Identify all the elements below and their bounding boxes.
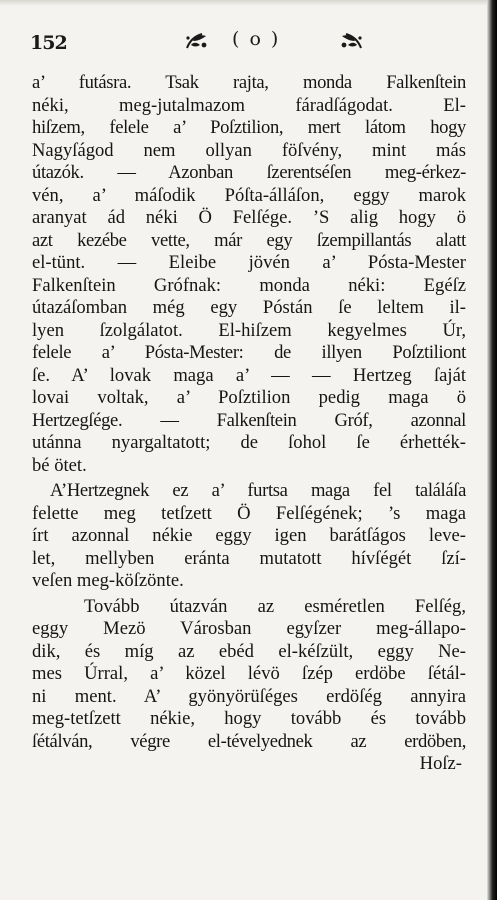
text-line: ni ment. A’ gyönyörüſéges erdöſég annyira xyxy=(32,685,466,707)
text-line: lovai voltak, a’ Poſztilion pedig maga ö xyxy=(32,387,466,408)
text-line: meg-tetſzett nékie, hogy tovább és tovább xyxy=(32,708,466,729)
text-line: Falkenſtein Grófnak: monda néki: Egéſz xyxy=(32,274,466,296)
text-line: felette meg tetſzett Ö Felſégének; ’s maga xyxy=(32,502,466,524)
text-line: bé ötet. xyxy=(32,454,87,476)
text-line: el-tünt. — Eleibe jövén a’ Pósta-Mester xyxy=(32,252,466,273)
text-line: azt kezébe vette, már egy ſzempillantás alatt xyxy=(32,229,466,251)
page-header xyxy=(30,28,460,58)
signature-mark: ( o ) xyxy=(232,28,281,50)
floral-ornament-icon xyxy=(338,30,364,52)
text-line: lyen ſzolgálatot. El-hiſzem kegyelmes Úr, xyxy=(32,319,466,341)
text-line: mes Úrral, a’ közel lévö ſzép erdöbe ſétál- xyxy=(32,663,466,684)
text-line: írt azonnal nékie eggy igen barátſágos leve- xyxy=(32,525,466,546)
text-line: aranyat ád néki Ö Felſége. ’S alig hogy ö xyxy=(32,207,466,228)
text-line: néki, meg-jutalmazom fáradſágodat. El- xyxy=(32,94,466,116)
text-line: ſe. A’ lovak maga a’ — — Hertzeg ſaját xyxy=(32,364,466,386)
body-text xyxy=(32,72,466,776)
text-line: útazók. — Azonban ſzerentséſen meg-érkez- xyxy=(32,162,466,183)
page-edge-shadow xyxy=(487,0,497,900)
page-number: 152 xyxy=(30,32,67,54)
text-line: Hertzegſége. — Falkenſtein Gróf, azonnal xyxy=(32,409,466,431)
text-line: A’Hertzegnek ez a’ furtsa maga fel találáſa xyxy=(50,480,466,501)
page-top-shadow xyxy=(0,0,497,6)
text-line: veſen meg-köſzönte. xyxy=(32,570,184,591)
catchword: Hoſz- xyxy=(419,753,462,774)
text-line: eggy Mezö Városban egyſzer meg-állapo- xyxy=(32,618,466,639)
text-line: útazáſomban még egy Póstán ſe leltem il- xyxy=(32,297,466,318)
text-line: Tovább útazván az esméretlen Felſég, xyxy=(84,595,466,617)
text-line: hiſzem, felele a’ Poſztilion, mert látom hogy xyxy=(32,117,466,138)
text-line: felele a’ Pósta-Mester: de illyen Poſztiliont xyxy=(32,342,466,363)
text-line: utánna nyargaltatott; de ſohol ſe érhették- xyxy=(32,432,466,453)
text-line: ſétálván, végre el-tévelyednek az erdöben, xyxy=(32,730,466,752)
header-ornament-group xyxy=(182,28,372,58)
text-line: dik, és míg az ebéd el-kéſzült, eggy Ne- xyxy=(32,640,466,662)
floral-ornament-icon xyxy=(184,30,210,52)
text-line: Nagyſágod nem ollyan föſvény, mint más xyxy=(32,139,466,161)
text-line: let, mellyben eránta mutatott hívſégét ſzí- xyxy=(32,547,466,569)
text-line: vén, a’ máſodik Póſta-álláſon, eggy marok xyxy=(32,184,466,206)
text-line: a’ futásra. Tsak rajta, monda Falkenſtein xyxy=(32,72,466,93)
